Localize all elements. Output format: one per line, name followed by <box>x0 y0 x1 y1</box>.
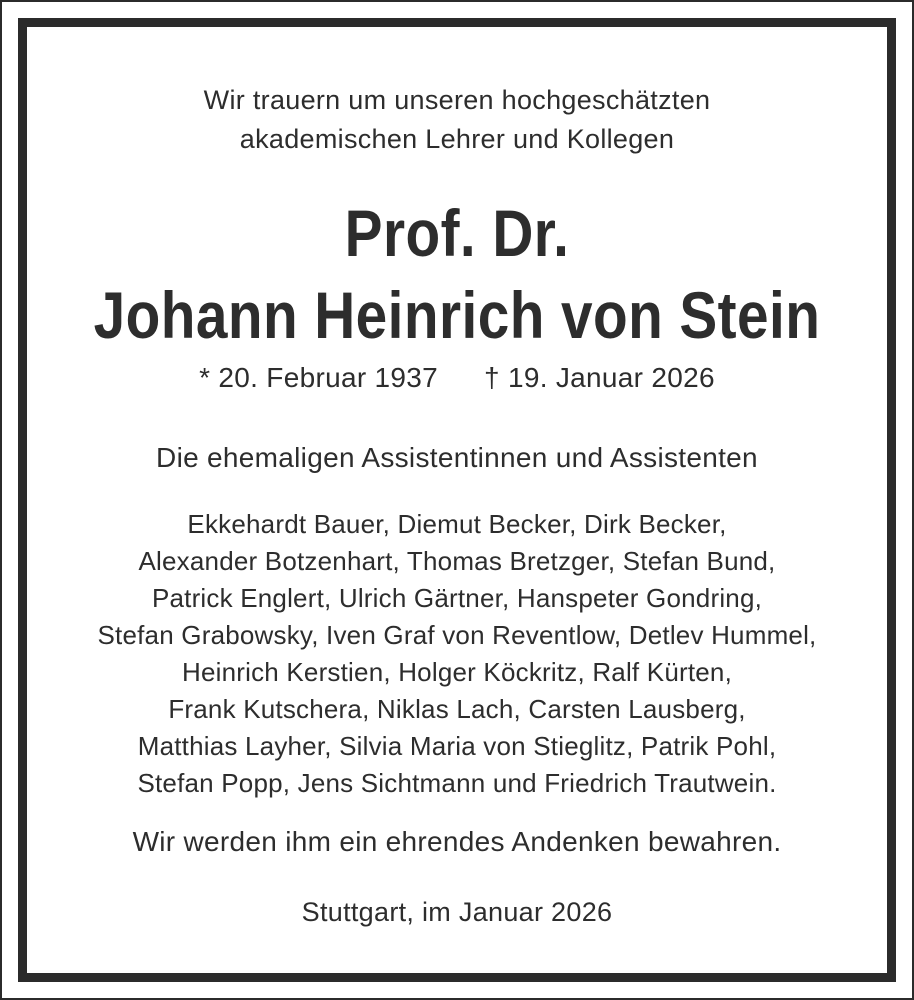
deceased-title-prefix: Prof. Dr. <box>344 196 570 270</box>
deceased-full-name: Johann Heinrich von Stein <box>93 278 821 352</box>
life-dates <box>27 358 887 398</box>
mourners-names-list <box>27 506 887 802</box>
names-line: Ekkehardt Bauer, Diemut Becker, Dirk Becker, <box>187 509 727 539</box>
names-line: Alexander Botzenhart, Thomas Bretzger, Stefan Bund, <box>138 546 776 576</box>
mourning-intro-line1: Wir trauern um unseren hochgeschätzten <box>203 85 711 115</box>
mourning-intro-line2: akademischen Lehrer und Kollegen <box>239 124 675 154</box>
place-and-date: Stuttgart, im Januar 2026 <box>301 897 613 927</box>
birth-date: * 20. Februar 1937 <box>199 362 439 393</box>
names-line: Stefan Popp, Jens Sichtmann und Friedrich Trautwein. <box>137 768 777 798</box>
names-line: Frank Kutschera, Niklas Lach, Carsten Lausberg, <box>168 694 746 724</box>
names-line: Heinrich Kerstien, Holger Köckritz, Ralf Kürten, <box>181 657 733 687</box>
deceased-name-heading <box>87 192 827 356</box>
mourning-intro <box>27 81 887 159</box>
obituary-inner-frame <box>18 18 896 982</box>
names-line: Stefan Grabowsky, Iven Graf von Reventlow, Detlev Hummel, <box>97 620 817 650</box>
mourners-heading: Die ehemaligen Assistentinnen und Assistenten <box>156 442 758 473</box>
names-line: Patrick Englert, Ulrich Gärtner, Hanspeter Gondring, <box>151 583 763 613</box>
death-date: † 19. Januar 2026 <box>484 362 715 393</box>
closing-sentence: Wir werden ihm ein ehrendes Andenken bewahren. <box>132 826 782 857</box>
names-line: Matthias Layher, Silvia Maria von Stieglitz, Patrik Pohl, <box>137 731 777 761</box>
